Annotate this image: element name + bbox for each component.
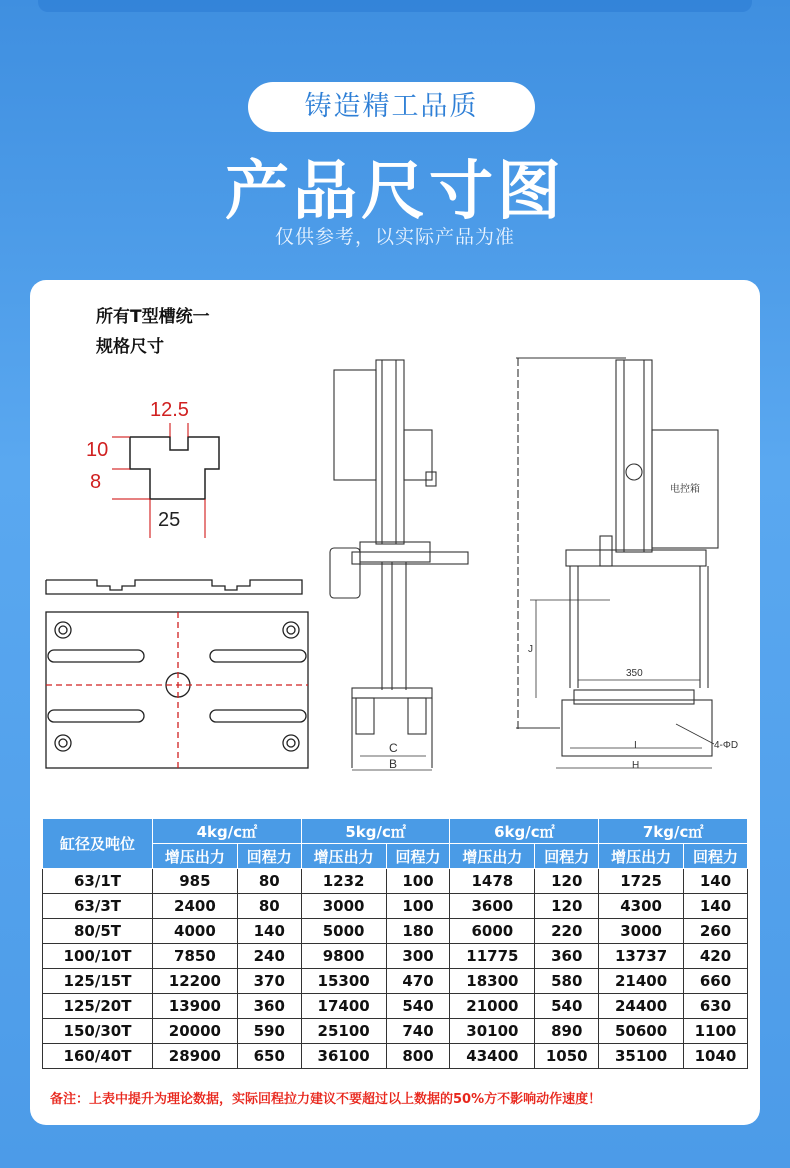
table-cell: 17400 xyxy=(301,994,386,1019)
table-row xyxy=(43,919,748,944)
table-row xyxy=(43,894,748,919)
table-cell: 370 xyxy=(237,969,301,994)
table-cell: 120 xyxy=(535,869,599,894)
cylinder-tonnage-cell: 125/15T xyxy=(43,969,153,994)
table-cell: 140 xyxy=(684,869,748,894)
table-cell: 13900 xyxy=(153,994,238,1019)
table-cell: 580 xyxy=(535,969,599,994)
front-dims xyxy=(530,600,714,768)
table-cell: 35100 xyxy=(599,1044,684,1069)
table-cell: 100 xyxy=(386,894,450,919)
table-cell: 15300 xyxy=(301,969,386,994)
table-cell: 260 xyxy=(684,919,748,944)
table-cell: 140 xyxy=(237,919,301,944)
table-cell: 470 xyxy=(386,969,450,994)
dim-i: I xyxy=(634,740,637,751)
table-cell: 25100 xyxy=(301,1019,386,1044)
table-cell: 890 xyxy=(535,1019,599,1044)
tslot-title-line2: 规格尺寸 xyxy=(96,337,164,357)
table-cell: 660 xyxy=(684,969,748,994)
table-cell: 4000 xyxy=(153,919,238,944)
table-cell: 80 xyxy=(237,894,301,919)
control-box-label: 电控箱 xyxy=(670,484,700,495)
top-bar xyxy=(38,0,752,12)
page-title: 产品尺寸图 xyxy=(225,155,565,229)
dim-j: J xyxy=(528,644,533,655)
footnote: 备注：上表中提升为理论数据，实际回程拉力建议不要超过以上数据的50%方不影响动作速度！ xyxy=(50,1092,602,1107)
table-cell: 590 xyxy=(237,1019,301,1044)
table-cell: 7850 xyxy=(153,944,238,969)
press-side-view xyxy=(330,360,468,768)
cylinder-tonnage-cell: 160/40T xyxy=(43,1044,153,1069)
table-cell: 1478 xyxy=(450,869,535,894)
cylinder-tonnage-cell: 80/5T xyxy=(43,919,153,944)
table-side-view xyxy=(46,580,302,594)
sub-header-return: 回程力 xyxy=(684,844,748,869)
table-cell: 1725 xyxy=(599,869,684,894)
table-row xyxy=(43,1019,748,1044)
cylinder-tonnage-cell: 125/20T xyxy=(43,994,153,1019)
dim-b: B xyxy=(389,757,398,771)
table-cell: 50600 xyxy=(599,1019,684,1044)
table-cell: 11775 xyxy=(450,944,535,969)
table-cell: 9800 xyxy=(301,944,386,969)
tslot-dim-10: 10 xyxy=(86,439,109,461)
pressure-header-5: 5kg/c㎡ xyxy=(301,819,450,844)
table-cell: 1100 xyxy=(684,1019,748,1044)
sub-header-boost: 增压出力 xyxy=(153,844,238,869)
table-cell: 800 xyxy=(386,1044,450,1069)
table-cell: 120 xyxy=(535,894,599,919)
table-cell: 300 xyxy=(386,944,450,969)
table-cell: 1040 xyxy=(684,1044,748,1069)
table-cell: 740 xyxy=(386,1019,450,1044)
spec-table xyxy=(42,818,748,1069)
spec-table-body xyxy=(43,869,748,1069)
table-cell: 180 xyxy=(386,919,450,944)
sub-header-boost: 增压出力 xyxy=(599,844,684,869)
table-cell: 20000 xyxy=(153,1019,238,1044)
pressure-header-6: 6kg/c㎡ xyxy=(450,819,599,844)
table-cell: 30100 xyxy=(450,1019,535,1044)
tslot-dim-25: 25 xyxy=(158,509,181,531)
table-cell: 13737 xyxy=(599,944,684,969)
cylinder-tonnage-cell: 63/3T xyxy=(43,894,153,919)
dim-h: H xyxy=(632,760,640,771)
technical-drawing xyxy=(30,280,760,810)
table-cell: 540 xyxy=(386,994,450,1019)
spec-card xyxy=(30,280,760,1125)
table-cell: 3000 xyxy=(599,919,684,944)
table-cell: 1232 xyxy=(301,869,386,894)
table-cell: 140 xyxy=(684,894,748,919)
table-cell: 360 xyxy=(535,944,599,969)
tslot-title-line1: 所有T型槽统一 xyxy=(96,307,210,327)
table-cell: 630 xyxy=(684,994,748,1019)
table-row xyxy=(43,994,748,1019)
table-cell: 540 xyxy=(535,994,599,1019)
pressure-header-4: 4kg/c㎡ xyxy=(153,819,302,844)
table-cell: 100 xyxy=(386,869,450,894)
table-corner-header: 缸径及吨位 xyxy=(43,819,153,869)
table-row xyxy=(43,1044,748,1069)
table-cell: 3600 xyxy=(450,894,535,919)
quality-pill: 铸造精工品质 xyxy=(248,82,535,132)
table-row xyxy=(43,969,748,994)
table-cell: 18300 xyxy=(450,969,535,994)
sub-header-boost: 增压出力 xyxy=(301,844,386,869)
cylinder-tonnage-cell: 100/10T xyxy=(43,944,153,969)
cylinder-tonnage-cell: 150/30T xyxy=(43,1019,153,1044)
table-cell: 28900 xyxy=(153,1044,238,1069)
table-cell: 360 xyxy=(237,994,301,1019)
table-row xyxy=(43,869,748,894)
dim-350: 350 xyxy=(626,668,643,679)
table-cell: 220 xyxy=(535,919,599,944)
table-cell: 420 xyxy=(684,944,748,969)
sub-header-return: 回程力 xyxy=(237,844,301,869)
sub-header-return: 回程力 xyxy=(535,844,599,869)
table-cell: 43400 xyxy=(450,1044,535,1069)
page-subtitle: 仅供参考，以实际产品为准 xyxy=(274,226,515,248)
table-cell: 3000 xyxy=(301,894,386,919)
table-cell: 21000 xyxy=(450,994,535,1019)
pressure-header-7: 7kg/c㎡ xyxy=(599,819,748,844)
table-cell: 24400 xyxy=(599,994,684,1019)
press-front-view xyxy=(516,358,718,756)
sub-header-return: 回程力 xyxy=(386,844,450,869)
tslot-dim-12-5: 12.5 xyxy=(150,399,189,421)
table-cell: 36100 xyxy=(301,1044,386,1069)
table-header-row-1 xyxy=(43,819,748,844)
table-cell: 1050 xyxy=(535,1044,599,1069)
table-cell: 80 xyxy=(237,869,301,894)
tslot-dim-8: 8 xyxy=(90,471,102,493)
table-cell: 4300 xyxy=(599,894,684,919)
table-cell: 12200 xyxy=(153,969,238,994)
table-row xyxy=(43,944,748,969)
dim-hole: 4-ΦD xyxy=(714,740,739,751)
table-cell: 240 xyxy=(237,944,301,969)
table-cell: 2400 xyxy=(153,894,238,919)
table-top-view xyxy=(46,612,308,768)
table-cell: 985 xyxy=(153,869,238,894)
cylinder-tonnage-cell: 63/1T xyxy=(43,869,153,894)
sub-header-boost: 增压出力 xyxy=(450,844,535,869)
dim-c: C xyxy=(389,741,398,755)
table-cell: 21400 xyxy=(599,969,684,994)
table-cell: 6000 xyxy=(450,919,535,944)
table-cell: 650 xyxy=(237,1044,301,1069)
table-cell: 5000 xyxy=(301,919,386,944)
